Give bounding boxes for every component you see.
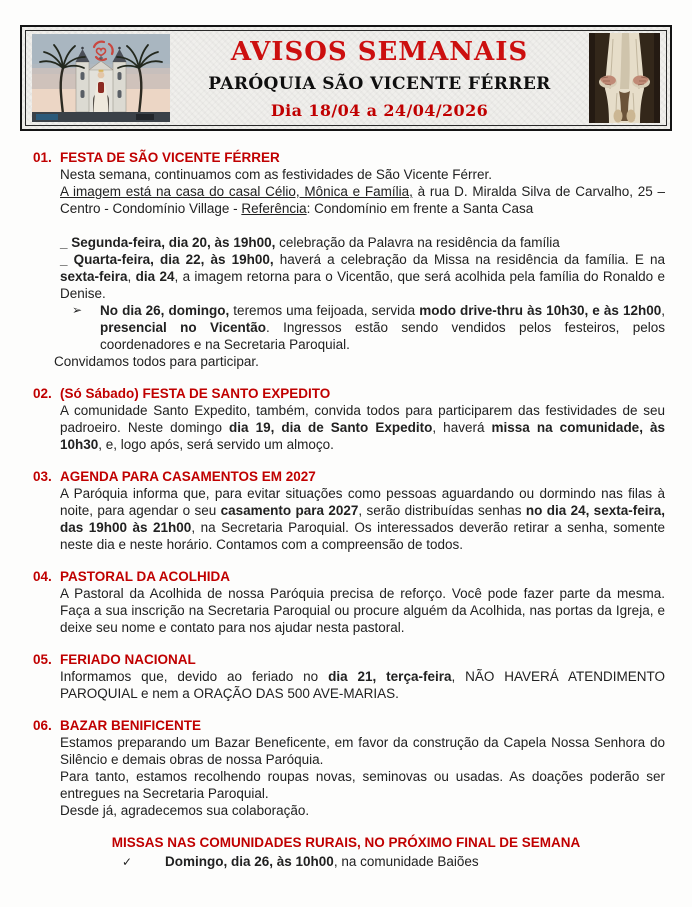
paragraph: A Paróquia informa que, para evitar situações como pessoas aguardando ou dormindo nas filas à noite, para agendar o seu casamento para 2027, serão distribuídas senhas no dia 24, sexta-feira, das 19h00 às 21h00, na Secretaria Paroquial. Os interessados deverão retirar a senha, somente neste dia e neste horário. Contamos com a compreensão de todos. bbox=[60, 486, 666, 552]
section-heading bbox=[33, 717, 665, 734]
paragraph: Estamos preparando um Bazar Beneficente, em favor da construção da Capela Nossa Senhora do Silêncio e demais obras de nossa Paróquia. bbox=[60, 735, 665, 767]
paragraph: A comunidade Santo Expedito, também, convida todos para participarem das festividades de seu padroeiro. Neste domingo dia 19, dia de Santo Expedito, haverá missa na comunidade, às 10h30, e, logo após, será servido um almoço. bbox=[60, 403, 666, 452]
section-heading bbox=[33, 651, 665, 668]
header bbox=[20, 25, 672, 131]
paragraph: Convidamos todos para participar. bbox=[54, 354, 259, 369]
paragraph: _ Segunda-feira, dia 20, às 19h00, celebração da Palavra na residência da família bbox=[60, 235, 560, 250]
check-icon: ✓ bbox=[122, 855, 133, 869]
paragraph: A Pastoral da Acolhida de nossa Paróquia precisa de reforço. Você pode fazer parte da mesma. Faça a sua inscrição na Secretaria Paroquial ou procure alguém da Acolhida, nas portas da Igreja, e deixe seu nome e contato para nos ajudar nesta pastoral. bbox=[60, 586, 665, 635]
paragraph: Nesta semana, continuamos com as festividades de São Vicente Férrer. bbox=[60, 167, 492, 182]
notice-section bbox=[33, 149, 666, 370]
section-heading bbox=[33, 149, 665, 166]
hands-photo bbox=[589, 33, 660, 123]
notice-section bbox=[33, 568, 665, 636]
rural-masses bbox=[0, 834, 692, 871]
section-title: (Só Sábado) FESTA DE SANTO EXPEDITO bbox=[60, 386, 331, 401]
section-title: FESTA DE SÃO VICENTE FÉRRER bbox=[60, 150, 280, 165]
rural-masses-title: MISSAS NAS COMUNIDADES RURAIS, NO PRÓXIMO FINAL DE SEMANA bbox=[111, 835, 581, 850]
section-title: BAZAR BENIFICENTE bbox=[60, 718, 201, 733]
notice-section bbox=[33, 651, 665, 702]
section-title: AGENDA PARA CASAMENTOS EM 2027 bbox=[60, 469, 316, 484]
paragraph: Desde já, agradecemos sua colaboração. bbox=[60, 803, 310, 818]
paragraph: ➢ No dia 26, domingo, teremos uma feijoada, servida modo drive-thru às 10h30, e às 12h00, presencial no Vicentão. Ingressos estão sendo vendidos pelos festeiros, pelos coordenadores e na Secretaria Paroquial. bbox=[72, 303, 666, 352]
section-title: PASTORAL DA ACOLHIDA bbox=[60, 569, 231, 584]
notice-section bbox=[33, 717, 665, 819]
paragraph: A imagem está na casa do casal Célio, Mônica e Família, à rua D. Miralda Silva de Carvalho, 25 – Centro - Condomínio Village - Referência: Condomínio em frente a Santa Casa bbox=[60, 184, 665, 216]
section-number: 06. bbox=[33, 718, 52, 733]
section-number: 03. bbox=[33, 469, 52, 484]
open-hands-of-christ-icon bbox=[589, 33, 660, 123]
section-heading bbox=[33, 568, 665, 585]
notice-section bbox=[33, 385, 666, 453]
section-heading bbox=[33, 468, 665, 485]
bulletin-page bbox=[0, 25, 692, 907]
date-range: Dia 18/04 a 24/04/2026 bbox=[270, 100, 489, 120]
church-photo bbox=[32, 34, 170, 122]
paragraph: Para tanto, estamos recolhendo roupas novas, seminovas ou usadas. As doações poderão ser entregues na Secretaria Paroquial. bbox=[60, 769, 665, 801]
paragraph: _ Quarta-feira, dia 22, às 19h00, haverá a celebração da Missa na residência da família. E na sexta-feira, dia 24, a imagem retorna para o Vicentão, que será acolhida pela família do Ronaldo e Denise. bbox=[60, 252, 665, 301]
header-inner-frame bbox=[25, 30, 667, 126]
section-number: 05. bbox=[33, 652, 52, 667]
blank-line bbox=[60, 217, 665, 234]
rural-masses-text: Domingo, dia 26, às 10h00, na comunidade Baiões bbox=[165, 854, 479, 869]
parish-name: PARÓQUIA SÃO VICENTE FÉRRER bbox=[208, 73, 551, 94]
section-number: 01. bbox=[33, 150, 52, 165]
notice-section bbox=[33, 468, 666, 553]
section-heading bbox=[33, 385, 665, 402]
notices-list bbox=[0, 149, 692, 819]
arrow-bullet-icon: ➢ bbox=[72, 303, 83, 317]
paragraph: Informamos que, devido ao feriado no dia 21, terça-feira, NÃO HAVERÁ ATENDIMENTO PAROQUIAL e nem a ORAÇÃO DAS 500 AVE-MARIAS. bbox=[60, 669, 665, 701]
rural-masses-entry bbox=[122, 853, 692, 871]
header-titles bbox=[178, 38, 581, 119]
section-number: 02. bbox=[33, 386, 52, 401]
page-title: AVISOS SEMANAIS bbox=[230, 36, 529, 67]
section-number: 04. bbox=[33, 569, 52, 584]
section-title: FERIADO NACIONAL bbox=[60, 652, 196, 667]
church-facade-with-palm-trees-icon bbox=[32, 34, 170, 122]
